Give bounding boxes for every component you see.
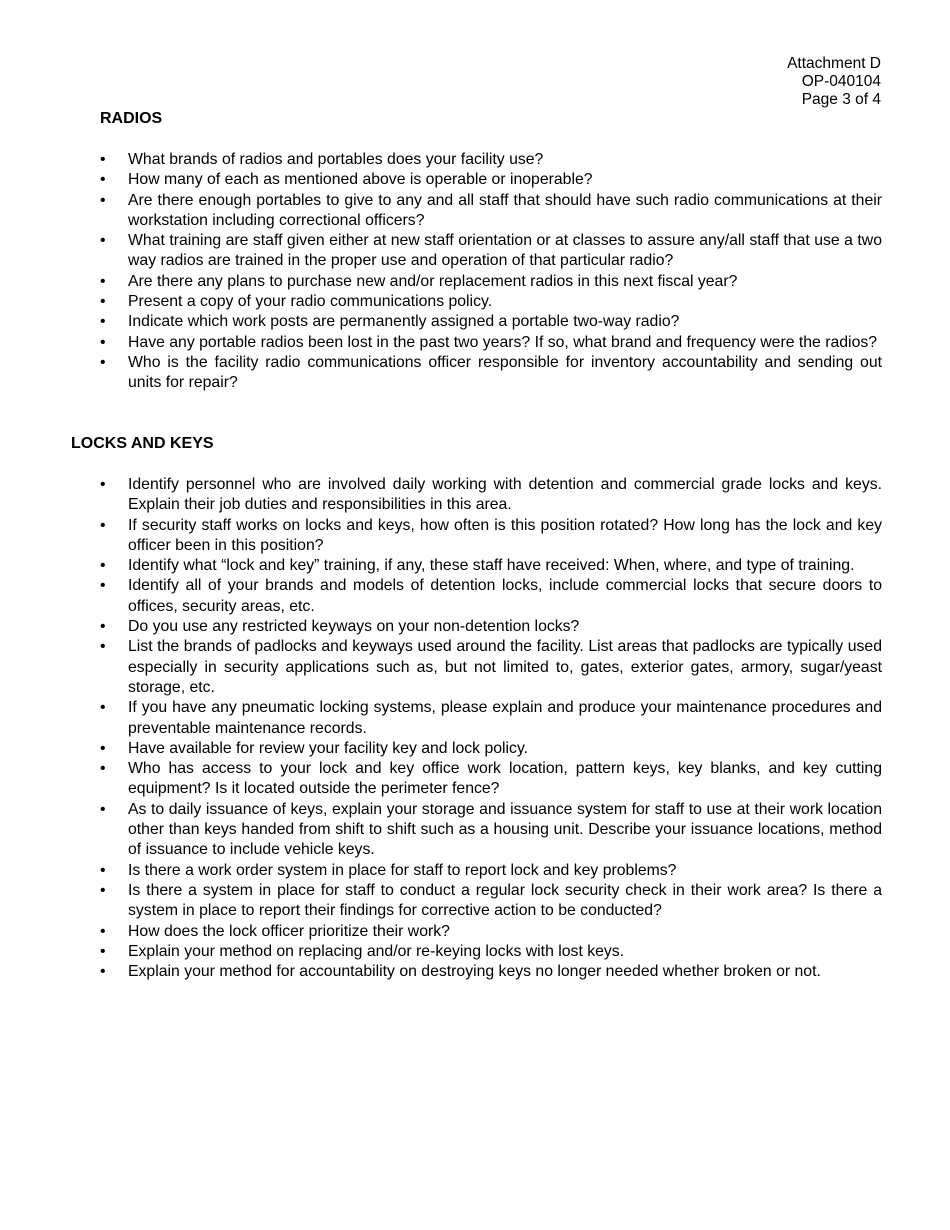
list-item-text: Have any portable radios been lost in the past two years? If so, what brand and frequency were the radios?	[128, 333, 878, 351]
bullet-icon: •	[100, 577, 106, 595]
attachment-label: Attachment D	[787, 55, 881, 72]
list-item-text: Have available for review your facility key and lock policy.	[128, 739, 529, 757]
list-item-text: Explain your method on replacing and/or re-keying locks with lost keys.	[128, 942, 625, 960]
list-item	[100, 698, 882, 739]
page-number: Page 3 of 4	[801, 91, 881, 108]
list-item	[100, 231, 882, 272]
bullet-icon: •	[100, 963, 106, 981]
bullet-icon: •	[100, 171, 106, 189]
list-item-text: Explain your method for accountability on destroying keys no longer needed whether broken or not.	[128, 963, 821, 981]
list-item	[100, 962, 882, 982]
list-item-text: Present a copy of your radio communications policy.	[128, 293, 493, 311]
list-item	[100, 942, 882, 962]
bullet-icon: •	[100, 476, 106, 493]
bullet-icon: •	[100, 760, 106, 778]
radios-question-list	[100, 150, 882, 394]
list-item	[100, 353, 882, 394]
list-item-text: Is there a system in place for staff to conduct a regular lock security check in their work area? Is there a system in place to report their findings for corrective action to be conducted?	[128, 881, 882, 920]
list-item-text: Is there a work order system in place for staff to report lock and key problems?	[128, 861, 677, 879]
list-item	[100, 312, 882, 332]
bullet-icon: •	[100, 861, 106, 879]
list-item	[100, 759, 882, 800]
list-item	[100, 292, 882, 312]
list-item-text: List the brands of padlocks and keyways used around the facility. List areas that padlocks are typically used especially in security applications such as, but not limited to, gates, exterior gates, armory, sugar/yeast storage, etc.	[128, 638, 882, 696]
bullet-icon: •	[100, 557, 106, 575]
list-item-text: Identify personnel who are involved daily working with detention and commercial grade locks and keys. Explain their job duties and responsibilities in this area.	[128, 476, 882, 514]
list-item-text: How does the lock officer prioritize their work?	[128, 922, 450, 940]
bullet-icon: •	[100, 313, 106, 331]
list-item-text: If you have any pneumatic locking systems, please explain and produce your maintenance procedures and preventable maintenance records.	[128, 699, 882, 737]
list-item	[100, 170, 882, 190]
list-item-text: Identify all of your brands and models of detention locks, include commercial locks that secure doors to offices, security areas, etc.	[128, 577, 882, 615]
bullet-icon: •	[100, 333, 106, 351]
list-item-text: What brands of radios and portables does your facility use?	[128, 151, 544, 168]
bullet-icon: •	[100, 638, 106, 656]
list-item-text: How many of each as mentioned above is operable or inoperable?	[128, 171, 593, 189]
list-item-text: Do you use any restricted keyways on your non-detention locks?	[128, 618, 580, 636]
bullet-icon: •	[100, 800, 106, 818]
list-item-text: Indicate which work posts are permanently assigned a portable two-way radio?	[128, 313, 680, 331]
list-item-text: Are there enough portables to give to any and all staff that should have such radio communications at their workstation including correctional officers?	[128, 191, 882, 229]
list-item-text: If security staff works on locks and keys, how often is this position rotated? How long has the lock and key officer been in this position?	[128, 516, 882, 554]
bullet-icon: •	[100, 516, 106, 534]
radios-heading: RADIOS	[100, 110, 163, 127]
bullet-icon: •	[100, 699, 106, 717]
list-item-text: Are there any plans to purchase new and/or replacement radios in this next fiscal year?	[128, 272, 738, 290]
list-item	[100, 475, 882, 516]
list-item	[100, 922, 882, 942]
document-number: OP-040104	[801, 73, 881, 90]
bullet-icon: •	[100, 739, 106, 757]
list-item-text: Who is the facility radio communications officer responsible for inventory accountability and sending out units for repair?	[128, 353, 882, 392]
list-item-text: Who has access to your lock and key office work location, pattern keys, key blanks, and key cutting equipment? Is it located outside the perimeter fence?	[128, 760, 882, 798]
list-item	[100, 861, 882, 881]
list-item	[100, 800, 882, 861]
bullet-icon: •	[100, 191, 106, 209]
list-item	[100, 333, 882, 353]
bullet-icon: •	[100, 922, 106, 940]
list-item	[100, 739, 882, 759]
list-item	[100, 556, 882, 576]
list-item	[100, 516, 882, 557]
bullet-icon: •	[100, 618, 106, 636]
list-item	[100, 637, 882, 698]
locks-and-keys-heading: LOCKS AND KEYS	[71, 435, 214, 452]
bullet-icon: •	[100, 151, 106, 168]
list-item-text: As to daily issuance of keys, explain your storage and issuance system for staff to use at their work location other than keys handed from shift to shift such as a housing unit. Describe your issuance locations, method of issuance to include vehicle keys.	[128, 800, 882, 859]
page-header	[787, 55, 881, 109]
bullet-icon: •	[100, 881, 106, 899]
bullet-icon: •	[100, 293, 106, 311]
list-item	[100, 150, 882, 170]
list-item-text: What training are staff given either at new staff orientation or at classes to assure any/all staff that use a two way radios are trained in the proper use and operation of that particular radio?	[128, 232, 882, 270]
list-item	[100, 576, 882, 617]
list-item	[100, 881, 882, 922]
bullet-icon: •	[100, 272, 106, 290]
list-item	[100, 272, 882, 292]
bullet-icon: •	[100, 942, 106, 960]
bullet-icon: •	[100, 353, 106, 371]
locks-question-list	[100, 475, 882, 982]
bullet-icon: •	[100, 232, 106, 250]
list-item	[100, 191, 882, 232]
list-item-text: Identify what “lock and key” training, if any, these staff have received: When, where, and type of training.	[128, 557, 855, 575]
list-item	[100, 617, 882, 637]
